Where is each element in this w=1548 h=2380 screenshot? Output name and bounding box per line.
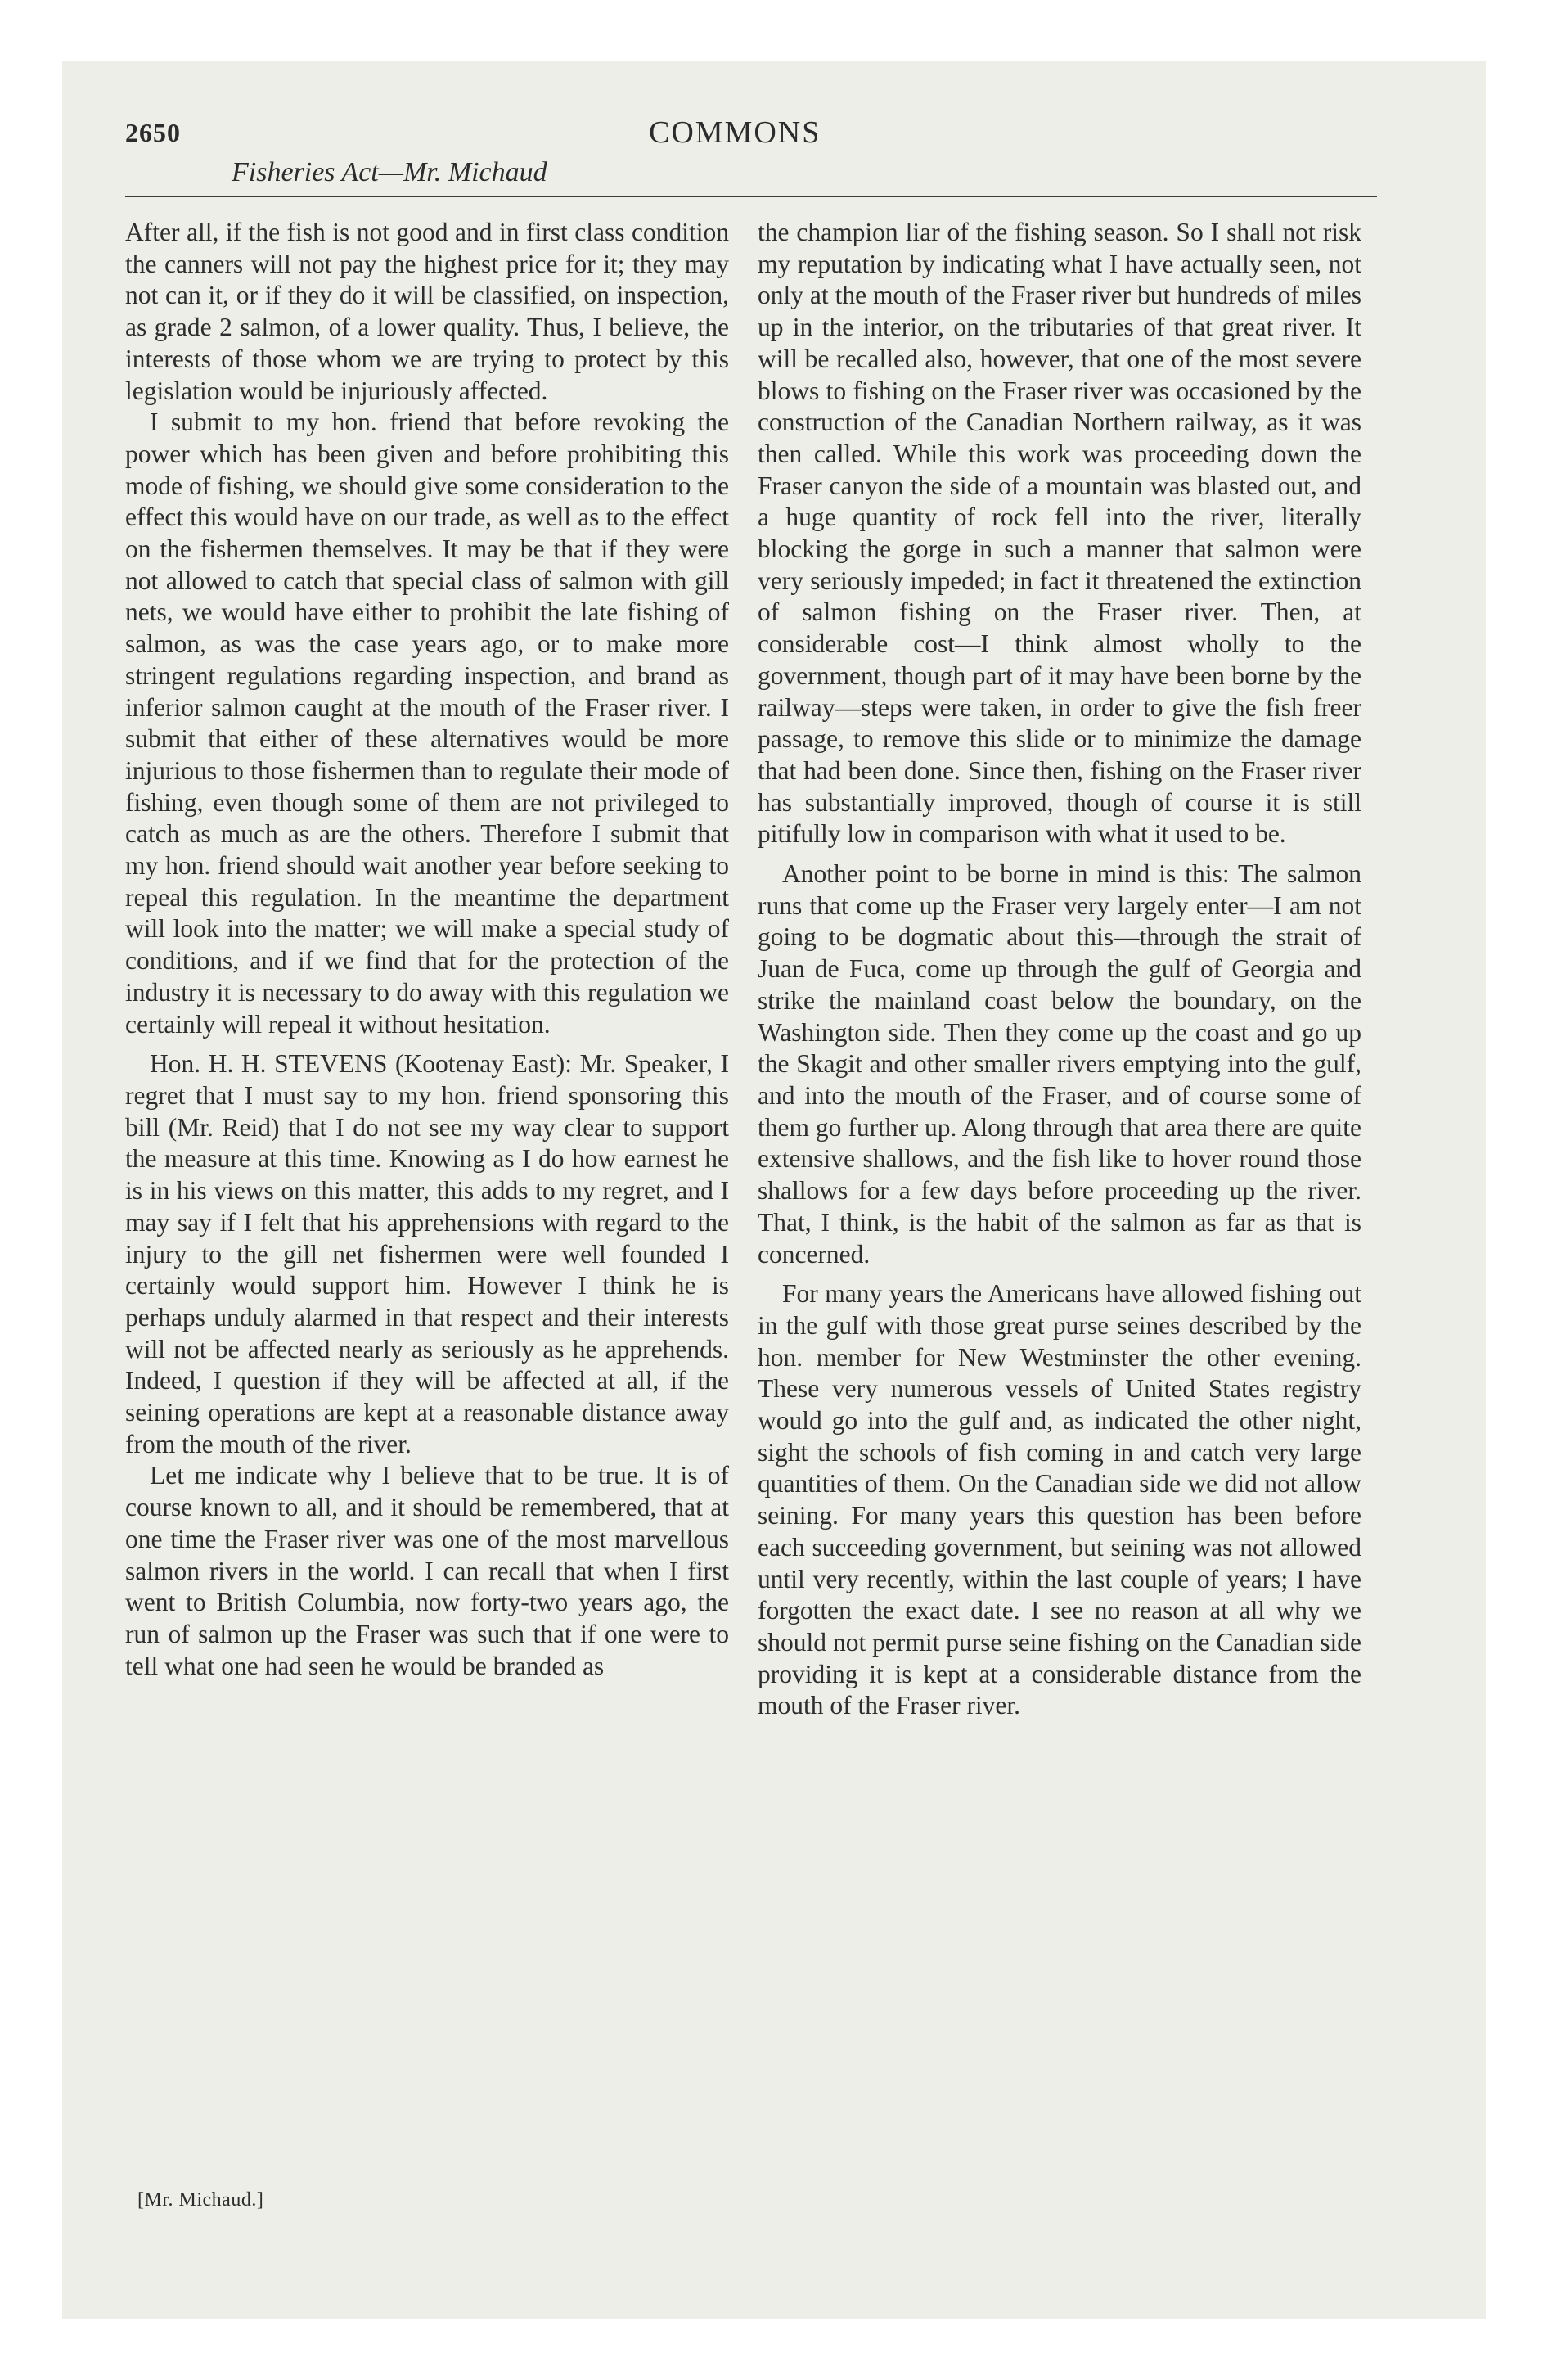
page-number: 2650 (125, 118, 181, 147)
right-column (758, 217, 1361, 1722)
running-title: Fisheries Act—Mr. Michaud (232, 157, 547, 187)
paragraph: Another point to be borne in mind is this: The salmon runs that come up the Fraser very largely enter—I am not going to be dogmatic about this—through the strait of Juan de Fuca, come up through the gulf of Georgia and strike the mainland coast below the boundary, on the Washington side. Then they come up the coast and go up the Skagit and other smaller rivers emptying into the gulf, and into the mouth of the Fraser, and of course some of them go further up. Along through that area there are quite extensive shallows, and the fish like to hover round those shallows for a few days before proceeding up the river. That, I think, is the habit of the salmon as far as that is concerned. (758, 859, 1361, 1269)
paragraph: I submit to my hon. friend that before revoking the power which has been given and before prohibiting this mode of fishing, we should give some consideration to the effect this would have on our trade, as well as to the effect on the fishermen themselves. It may be that if they were not allowed to catch that special class of salmon with gill nets, we would have either to prohibit the late fishing of salmon, as was the case years ago, or to make more stringent regulations regarding inspection, and brand as inferior salmon caught at the mouth of the Fraser river. I submit that either of these alternatives would be more injurious to those fishermen than to regulate their mode of fishing, even though some of them are not privileged to catch as much as are the others. Therefore I submit that my hon. friend should wait another year before seeking to repeal this regulation. In the meantime the department will look into the matter; we will make a special study of conditions, and if we find that for the protection of the industry it is necessary to do away with this regulation we certainly will repeal it without hesitation. (125, 408, 729, 1039)
paragraph: Let me indicate why I believe that to be true. It is of course known to all, and it should be remembered, that at one time the Fraser river was one of the most marvellous salmon rivers in the world. I can recall that when I first went to British Columbia, now forty-two years ago, the run of salmon up the Fraser was such that if one were to tell what one had seen he would be branded as (125, 1461, 729, 1680)
left-column (125, 217, 729, 1682)
speaker-footnote: [Mr. Michaud.] (137, 2189, 264, 2211)
page-header (125, 115, 1377, 196)
chamber-title: COMMONS (649, 115, 821, 150)
paragraph: the champion liar of the fishing season. So I shall not risk my reputation by indicating what I have actually seen, not only at the mouth of the Fraser river but hundreds of miles up in the interior, on the tributaries of that great river. It will be recalled also, however, that one of the most severe blows to fishing on the Fraser river was occasioned by the construction of the Canadian Northern railway, as it was then called. While this work was proceeding down the Fraser canyon the side of a mountain was blasted out, and a huge quantity of rock fell into the river, literally blocking the gorge in such a manner that salmon were very seriously impeded; in fact it threatened the extinction of salmon fishing on the Fraser river. Then, at considerable cost—I think almost wholly to the government, though part of it may have been borne by the railway—steps were taken, in order to give the fish freer passage, to remove this slide or to minimize the damage that had been done. Since then, fishing on the Fraser river has substantially improved, though of course it is still pitifully low in comparison with what it used to be. (758, 218, 1361, 849)
paragraph: For many years the Americans have allowed fishing out in the gulf with those great purse seines described by the hon. member for New Westminster the other evening. These very numerous vessels of United States registry would go into the gulf and, as indicated the other night, sight the schools of fish coming in and catch very large quantities of them. On the Canadian side we did not allow seining. For many years this question has been before each succeeding government, but seining was not allowed until very recently, within the last couple of years; I have forgotten the exact date. I see no reason at all why we should not permit purse seine fishing on the Canadian side providing it is kept at a considerable distance from the mouth of the Fraser river. (758, 1279, 1361, 1720)
paragraph: Hon. H. H. STEVENS (Kootenay East): Mr. Speaker, I regret that I must say to my hon. friend sponsoring this bill (Mr. Reid) that I do not see my way clear to support the measure at this time. Knowing as I do how earnest he is in his views on this matter, this adds to my regret, and I may say if I felt that his apprehensions with regard to the injury to the gill net fishermen were well founded I certainly would support him. However I think he is perhaps unduly alarmed in that respect and their interests will not be affected nearly as seriously as he apprehends. Indeed, I question if they will be affected at all, if the seining operations are kept at a reasonable distance away from the mouth of the river. (125, 1049, 729, 1458)
header-rule (125, 196, 1377, 197)
paragraph: After all, if the fish is not good and in first class condition the canners will not pay the highest price for it; they may not can it, or if they do it will be classified, on inspection, as grade 2 salmon, of a lower quality. Thus, I believe, the interests of those whom we are trying to protect by this legislation would be injuriously affected. (125, 218, 729, 405)
